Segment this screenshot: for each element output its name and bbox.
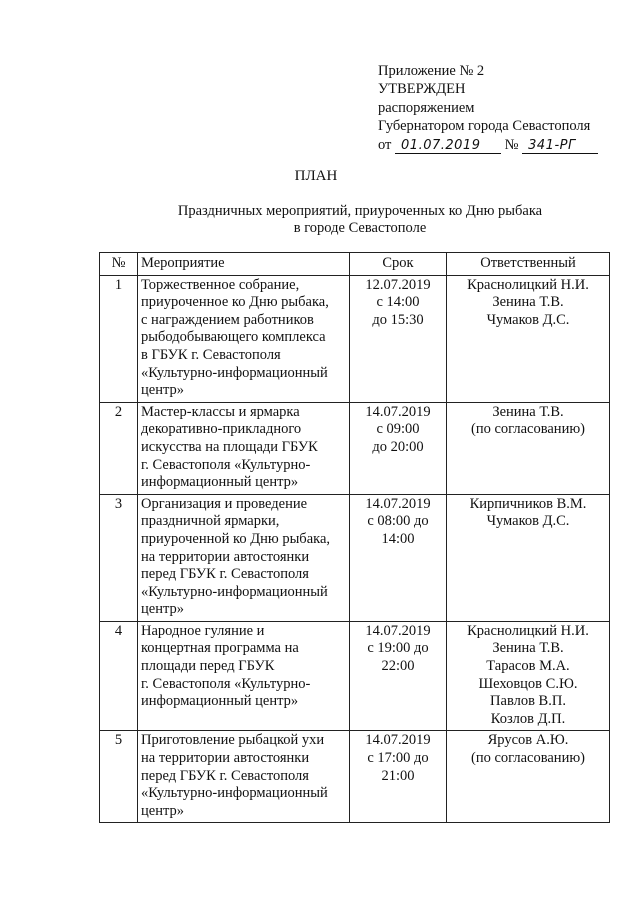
number-prefix: № — [504, 136, 519, 153]
row-event — [138, 494, 350, 621]
date-text-line: 14.07.2019 — [365, 403, 431, 420]
date-text-line: с 08:00 до — [367, 513, 429, 530]
event-text-line: площади перед ГБУК — [141, 658, 275, 675]
row-responsible — [447, 731, 610, 823]
event-text-line: перед ГБУК г. Севастополя — [141, 767, 309, 784]
document-title: ПЛАН — [294, 168, 338, 184]
event-text-line: перед ГБУК г. Севастополя — [141, 566, 309, 583]
event-text-line: Торжественное собрание, — [141, 276, 300, 293]
table-row — [100, 275, 610, 402]
responsible-name: Зенина Т.В. — [492, 294, 564, 311]
event-text-line: на территории автостоянки — [141, 548, 310, 565]
event-text-line: центр» — [141, 382, 184, 399]
row-date — [350, 402, 447, 494]
table-row — [100, 494, 610, 621]
table-row — [100, 402, 610, 494]
responsible-name: Краснолицкий Н.И. — [467, 622, 589, 639]
row-date — [350, 275, 447, 402]
row-date — [350, 621, 447, 731]
responsible-name: Зенина Т.В. — [492, 640, 564, 657]
responsible-name: Павлов В.П. — [490, 693, 566, 710]
responsible-name: (по согласованию) — [471, 750, 585, 767]
table-row — [100, 731, 610, 823]
event-text-line: на территории автостоянки — [141, 750, 310, 767]
event-text-line: информационный центр» — [141, 693, 299, 710]
date-text-line: с 19:00 до — [367, 640, 429, 657]
event-text-line: «Культурно-информационный — [141, 583, 328, 600]
responsible-name: Шеховцов С.Ю. — [478, 675, 578, 692]
row-number: 5 — [100, 731, 138, 823]
event-text-line: праздничной ярмарки, — [141, 513, 280, 530]
row-number: 3 — [100, 494, 138, 621]
event-text-line: Организация и проведение — [141, 495, 308, 512]
responsible-name: Зенина Т.В. — [492, 403, 564, 420]
event-text-line: информационный центр» — [141, 474, 299, 491]
governor-label: Губернатором города Севастополя — [378, 118, 591, 135]
date-text-line: с 17:00 до — [367, 750, 429, 767]
event-text-line: декоративно-прикладного — [141, 421, 302, 438]
date-text-line: 14.07.2019 — [365, 622, 431, 639]
date-text-line: 14.07.2019 — [365, 495, 431, 512]
document-subtitle — [150, 203, 570, 237]
order-number-value: 341-РГ — [522, 139, 598, 154]
header-responsible: Ответственный — [447, 253, 610, 276]
row-event — [138, 275, 350, 402]
event-text-line: с награждением работников — [141, 311, 314, 328]
row-number: 2 — [100, 402, 138, 494]
date-text-line: до 20:00 — [372, 438, 424, 455]
header-event: Мероприятие — [138, 253, 350, 276]
event-text-line: «Культурно-информационный — [141, 364, 328, 381]
row-responsible — [447, 275, 610, 402]
table-header-row — [100, 253, 610, 276]
event-text-line: г. Севастополя «Культурно- — [141, 456, 311, 473]
subtitle-line: Праздничных мероприятий, приуроченных ко Дню рыбака — [177, 203, 543, 219]
responsible-name: Ярусов А.Ю. — [487, 732, 569, 749]
row-date — [350, 731, 447, 823]
row-responsible — [447, 494, 610, 621]
header-number: № — [100, 253, 138, 276]
responsible-name: Тарасов М.А. — [486, 658, 570, 675]
event-text-line: Народное гуляние и — [141, 622, 265, 639]
approved-label: УТВЕРЖДЕН — [378, 81, 466, 98]
event-text-line: Приготовление рыбацкой ухи — [141, 732, 325, 749]
header-date: Срок — [350, 253, 447, 276]
event-text-line: приуроченное ко Дню рыбака, — [141, 294, 329, 311]
responsible-name: Чумаков Д.С. — [486, 513, 570, 530]
row-responsible — [447, 402, 610, 494]
event-text-line: центр» — [141, 601, 184, 618]
event-text-line: искусства на площади ГБУК — [141, 438, 318, 455]
responsible-name: Чумаков Д.С. — [486, 311, 570, 328]
row-number: 4 — [100, 621, 138, 731]
date-text-line: 22:00 — [381, 658, 415, 675]
table-body — [100, 275, 610, 823]
date-prefix: от — [378, 136, 392, 153]
date-text-line: до 15:30 — [372, 311, 424, 328]
responsible-name: Козлов Д.П. — [490, 710, 566, 727]
row-event — [138, 731, 350, 823]
responsible-name: Краснолицкий Н.И. — [467, 276, 589, 293]
event-text-line: г. Севастополя «Культурно- — [141, 675, 311, 692]
subtitle-line: в городе Севастополе — [293, 220, 427, 236]
row-event — [138, 402, 350, 494]
order-date-number — [378, 136, 598, 154]
event-text-line: приуроченной ко Дню рыбака, — [141, 530, 331, 547]
date-text-line: 14:00 — [381, 530, 415, 547]
event-text-line: центр» — [141, 802, 184, 819]
row-date — [350, 494, 447, 621]
responsible-name: (по согласованию) — [471, 421, 585, 438]
event-text-line: «Культурно-информационный — [141, 785, 328, 802]
order-date-value: 01.07.2019 — [395, 139, 501, 154]
approval-block — [378, 62, 598, 154]
date-text-line: с 14:00 — [376, 294, 420, 311]
date-text-line: с 09:00 — [376, 421, 420, 438]
events-table — [99, 252, 610, 823]
event-text-line: в ГБУК г. Севастополя — [141, 346, 281, 363]
date-text-line: 14.07.2019 — [365, 732, 431, 749]
row-responsible — [447, 621, 610, 731]
row-number: 1 — [100, 275, 138, 402]
table-row — [100, 621, 610, 731]
by-order-label: распоряжением — [378, 99, 475, 116]
event-text-line: концертная программа на — [141, 640, 299, 657]
event-text-line: Мастер-классы и ярмарка — [141, 403, 300, 420]
appendix-label: Приложение № 2 — [378, 63, 485, 79]
row-event — [138, 621, 350, 731]
date-text-line: 12.07.2019 — [365, 276, 431, 293]
date-text-line: 21:00 — [381, 767, 415, 784]
responsible-name: Кирпичников В.М. — [469, 495, 587, 512]
event-text-line: рыбодобывающего комплекса — [141, 329, 326, 346]
